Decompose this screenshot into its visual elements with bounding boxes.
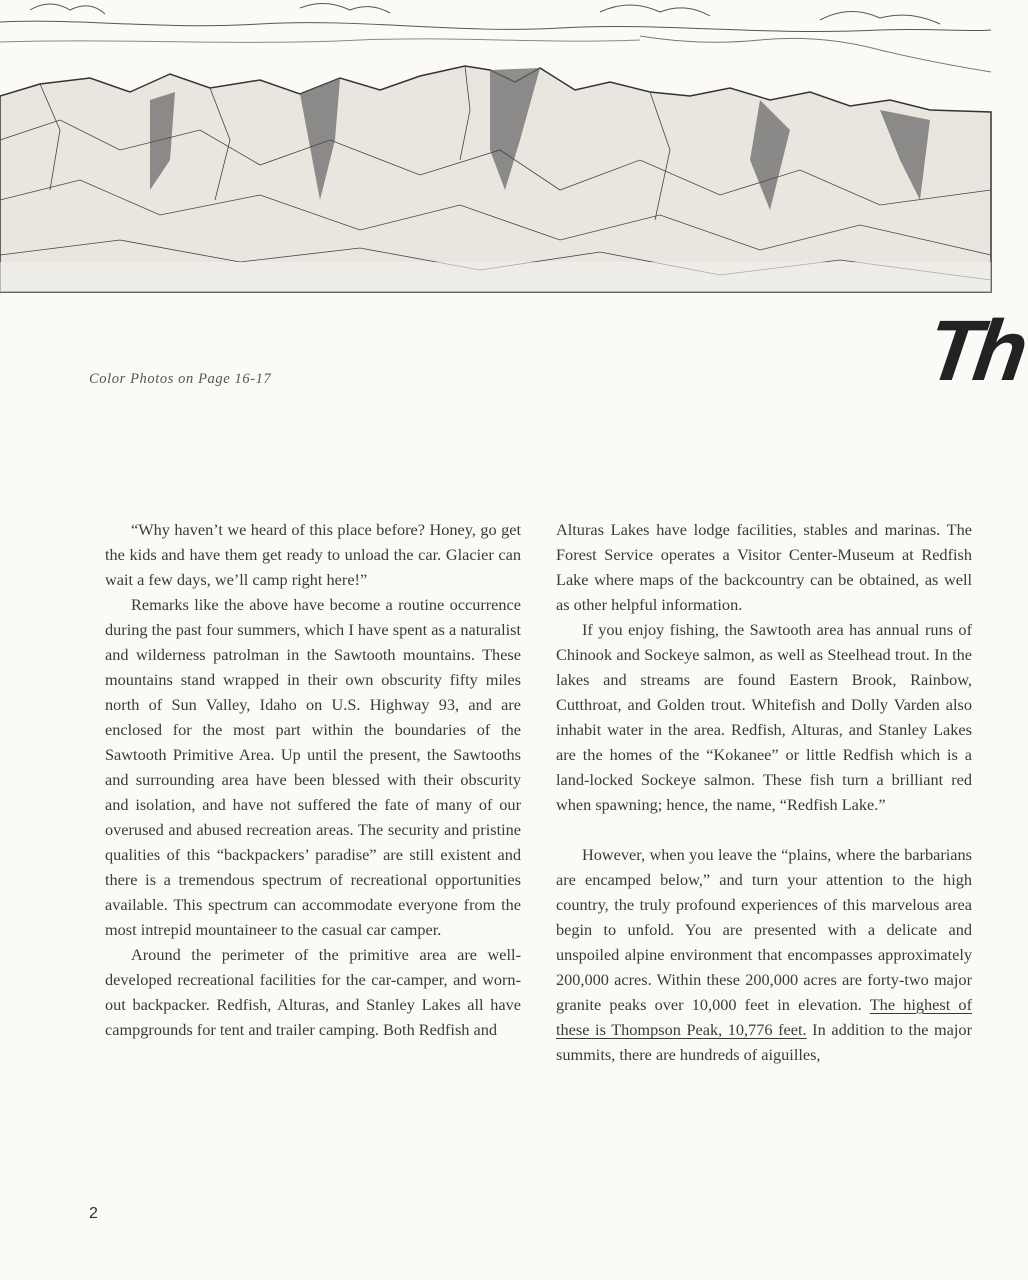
paragraph: Around the perimeter of the primitive area are well-developed recreational facilities for the car-camper, and worn-out backpacker. Redfish, Alturas, and Stanley Lakes all have campgrounds for tent and trailer camping. Both Redfish and: [105, 945, 521, 1039]
paragraph: Remarks like the above have become a routine occurrence during the past four summers, which I have spent as a naturalist and wilderness patrolman in the Sawtooth mountains. These mountains stand wrapped in their own obscurity fifty miles north of Sun Valley, Idaho on U.S. Highway 93, and are enclosed for the most part within the boundaries of the Sawtooth Primitive Area. Up until the present, the Sawtooths and surrounding area have been blessed with their obscurity and isolation, and have not suffered the fate of many of our overused and abused recreation areas. The security and pristine qualities of this “backpackers’ paradise” are still existent and there is a tremendous spectrum of recreational opportunities available. This spectrum can accommodate everyone from the most intrepid mountaineer to the casual car camper.: [105, 595, 521, 939]
mountain-range-illustration: [0, 0, 991, 292]
paragraph: [556, 842, 972, 1067]
page-number: 2: [89, 1205, 98, 1222]
underlined-text: The highest of these is Thompson Peak, 10,776 feet.: [556, 995, 972, 1039]
paragraph: “Why haven’t we heard of this place before? Honey, go get the kids and have them get ready to unload the car. Glacier can wait a few days, we’ll camp right here!”: [105, 520, 521, 589]
paragraph-text: However, when you leave the “plains, where the barbarians are encamped below,” and turn your attention to the high country, the truly profound experiences of this marvelous area begin to unfold. You are presented with a delicate and unspoiled alpine environment that encompasses approximately 200,000 acres. Within these 200,000 acres are forty-two major granite peaks over 10,000 feet in elevation.: [556, 845, 972, 1014]
left-text-column: [105, 517, 521, 1042]
paragraph: If you enjoy fishing, the Sawtooth area has annual runs of Chinook and Sockeye salmon, as well as Steelhead trout. In the lakes and streams are found Eastern Brook, Rainbow, Cutthroat, and Golden trout. Whitefish and Dolly Varden also inhabit water in the area. Redfish, Alturas, and Stanley Lakes are the homes of the “Kokanee” or little Redfish which is a land-locked Sockeye salmon. These fish turn a brilliant red when spawning; hence, the name, “Redfish Lake.”: [556, 620, 972, 814]
article-title-fragment: Th: [921, 303, 1028, 399]
photo-caption: Color Photos on Page 16-17: [89, 371, 272, 387]
right-text-column: [556, 517, 972, 1067]
paragraph: Alturas Lakes have lodge facilities, stables and marinas. The Forest Service operates a Visitor Center-Museum at Redfish Lake where maps of the backcountry can be obtained, as well as other helpful information.: [556, 520, 972, 614]
paragraph-text: In addition to the major summits, there are hundreds of aiguilles,: [556, 1020, 972, 1064]
